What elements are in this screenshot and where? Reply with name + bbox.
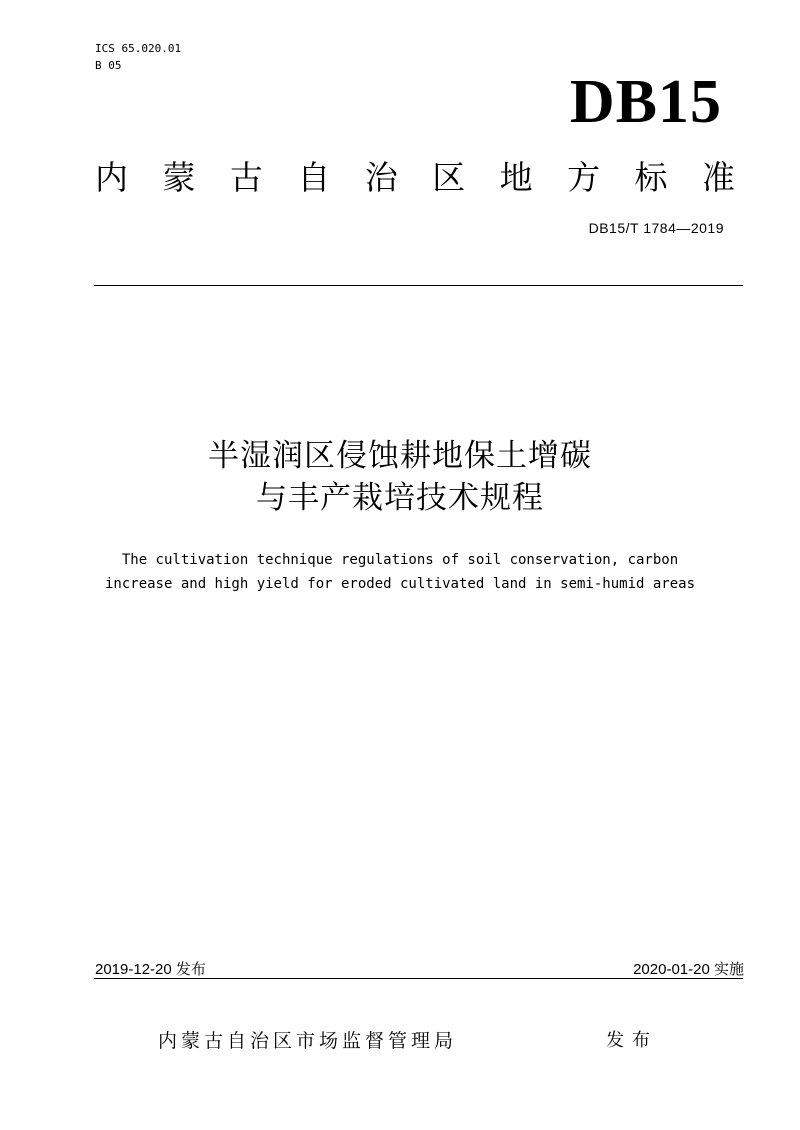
implementation-date: 2020-01-20 实施 [633,961,744,978]
standard-number: DB15/T 1784—2019 [588,220,724,236]
standard-type [95,154,735,202]
standard-type-char: 区 [432,158,466,197]
chinese-title [0,435,800,519]
issue-label: 发布 [606,1030,658,1051]
standard-type-char: 内 [95,158,128,197]
english-title-line-2: increase and high yield for eroded cultivated land in semi-humid areas [104,576,695,592]
top-divider [94,285,743,286]
bottom-divider [94,978,743,979]
standard-type-char: 地 [499,158,533,197]
standard-type-char: 蒙 [162,158,196,197]
ics-code: ICS 65.020.01 [95,42,182,55]
english-title [0,548,800,596]
standard-type-char: 标 [634,158,668,197]
issuing-authority: 内蒙古自治区市场监督管理局 [158,1030,458,1052]
standard-type-char: 古 [229,158,263,197]
classification-codes [95,40,181,74]
standard-type-char: 方 [567,158,601,197]
standard-type-char: 治 [364,158,398,197]
english-title-line-1: The cultivation technique regulations of soil conservation, carbon [121,552,679,568]
standard-type-char: 准 [701,158,735,197]
db-mark: DB15 [569,68,722,136]
ccs-code: B 05 [95,59,122,72]
chinese-title-line-1: 半湿润区侵蚀耕地保土增碳 [208,438,592,474]
issue-date: 2019-12-20 发布 [95,961,206,978]
standard-type-char: 自 [297,158,331,197]
chinese-title-line-2: 与丰产栽培技术规程 [256,480,544,516]
